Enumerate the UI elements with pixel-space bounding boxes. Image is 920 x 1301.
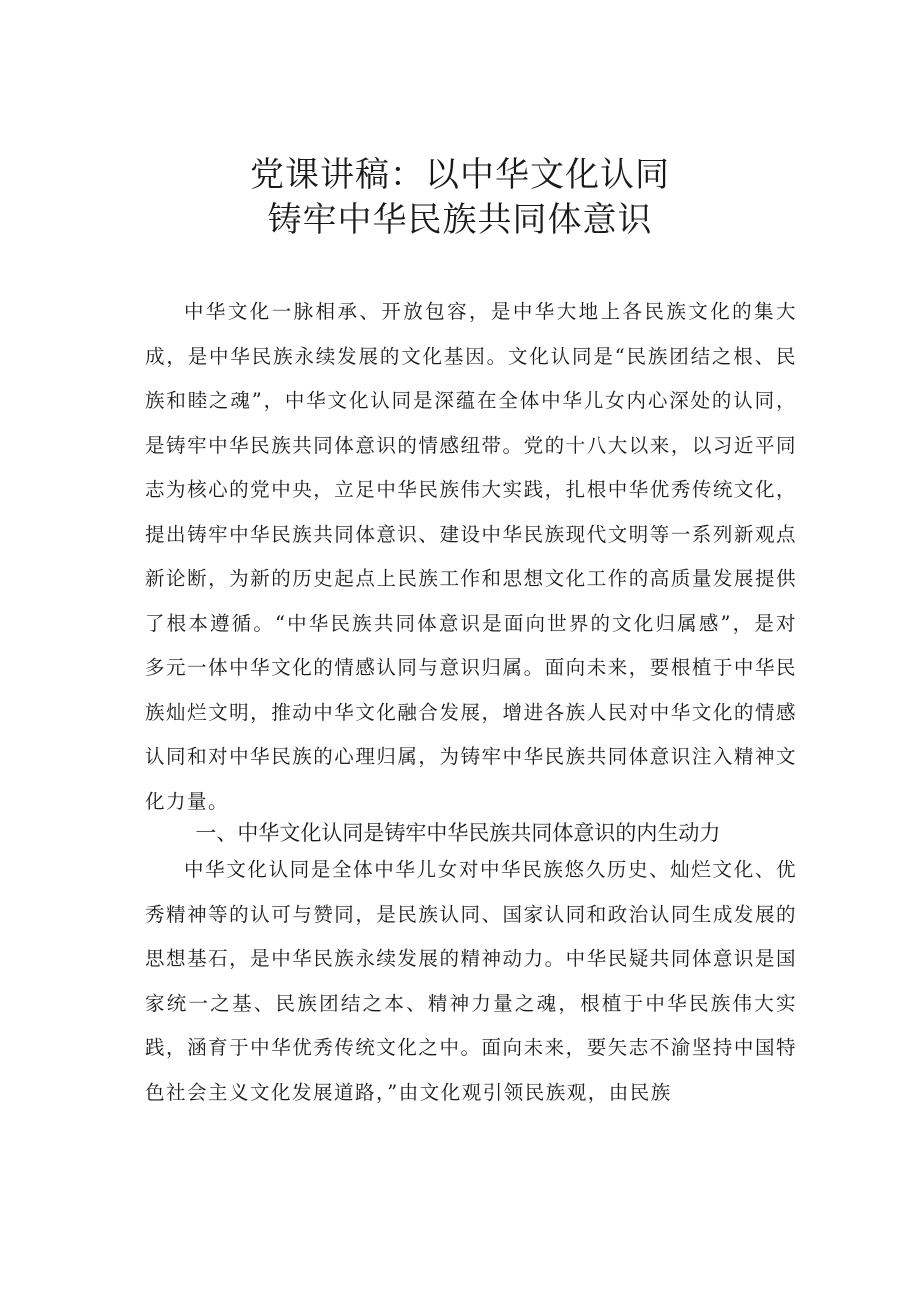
document-title-line-2: 铸牢中华民族共同体意识 xyxy=(267,200,653,240)
document-title-line-1: 党课讲稿：以中华文化认同 xyxy=(250,155,670,195)
section-1-paragraph: 中华文化认同是全体中华儿女对中华民族悠久历史、灿烂文化、优秀精神等的认可与赞同，是民族认同、国家认同和政治认同生成发展的思想基石，是中华民族永续发展的精神动力。中华民疑共同体意识是国家统一之基、民族团结之本、精神力量之魂，根植于中华民族伟大实践，涵育于中华优秀传统文化之中。面向未来，要矢志不渝坚持中国特色社会主义文化发展道路，”由文化观引领民族观，由民族 xyxy=(145,858,797,1104)
intro-paragraph: 中华文化一脉相承、开放包容，是中华大地上各民族文化的集大成，是中华民族永续发展的文化基因。文化认同是“民族团结之根、民族和睦之魂”，中华文化认同是深蕴在全体中华儿女内心深处的认同，是铸牢中华民族共同体意识的情感纽带。党的十八大以来，以习近平同志为核心的党中央，立足中华民族伟大实践，扎根中华优秀传统文化，提出铸牢中华民族共同体意识、建设中华民族现代文明等一系列新观点新论断，为新的历史起点上民族工作和思想文化工作的高质量发展提供了根本遵循。“中华民族共同体意识是面向世界的文化归属感”，是对多元一体中华文化的情感认同与意识归属。面向未来，要根植于中华民族灿烂文明，推动中华文化融合发展，增进各族人民对中华文化的情感认同和对中华民族的心理归属，为铸牢中华民族共同体意识注入精神文化力量。 xyxy=(145,300,797,813)
section-1-heading: 一、中华文化认同是铸牢中华民族共同体意识的内生动力 xyxy=(195,821,721,845)
